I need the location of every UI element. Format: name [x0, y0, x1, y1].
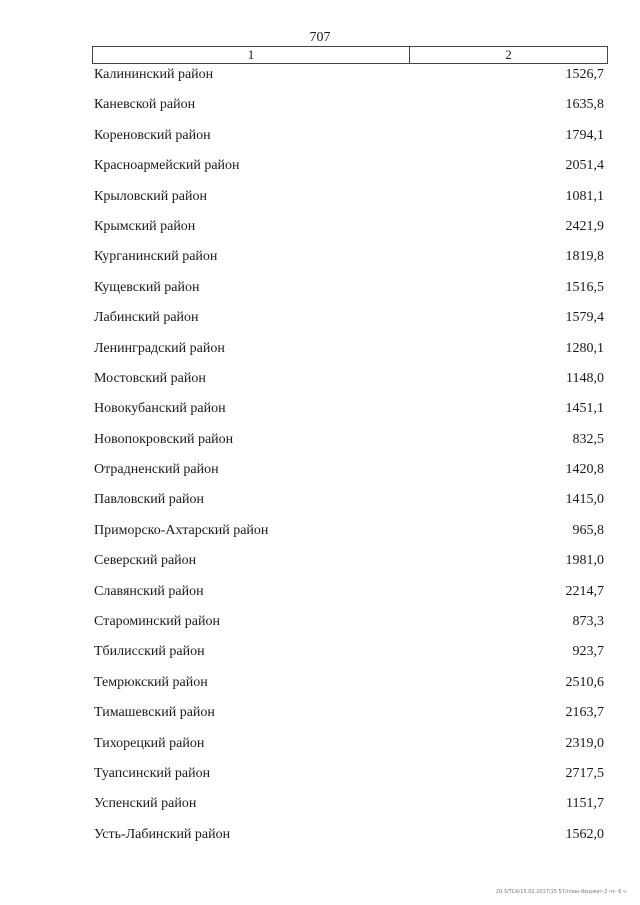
district-value: 1579,4	[565, 310, 604, 326]
district-value: 1081,1	[565, 188, 604, 204]
district-value: 1415,0	[565, 492, 604, 508]
table-row	[94, 157, 604, 187]
district-value: 1516,5	[565, 279, 604, 295]
table-row	[94, 552, 604, 582]
column-1-header: 1	[93, 47, 410, 63]
table-row	[94, 461, 604, 491]
table-row	[94, 431, 604, 461]
district-name: Тбилисский район	[94, 644, 205, 660]
table-row	[94, 248, 604, 278]
page-number: 707	[309, 30, 331, 45]
table-row	[94, 643, 604, 673]
district-value: 1562,0	[565, 826, 604, 842]
table-row	[94, 613, 604, 643]
table-row	[94, 96, 604, 126]
district-value: 1451,1	[565, 401, 604, 417]
district-name: Красноармейский район	[94, 158, 240, 174]
table-row	[94, 370, 604, 400]
table-row	[94, 400, 604, 430]
district-value: 1280,1	[565, 340, 604, 356]
district-name: Северский район	[94, 553, 197, 569]
table-row	[94, 188, 604, 218]
table-row	[94, 127, 604, 157]
district-value: 2051,4	[565, 158, 604, 174]
table-row	[94, 795, 604, 825]
table-row	[94, 765, 604, 795]
district-value: 1635,8	[565, 97, 604, 113]
district-name: Темрюкский район	[94, 674, 208, 690]
district-value: 2163,7	[565, 705, 604, 721]
district-name: Тимашевский район	[94, 705, 215, 721]
table-row	[94, 583, 604, 613]
table-row	[94, 826, 604, 856]
district-name: Туапсинский район	[94, 765, 211, 781]
district-value: 1148,0	[566, 370, 604, 386]
table-row	[94, 218, 604, 248]
table-row	[94, 340, 604, 370]
table-row	[94, 279, 604, 309]
table-row	[94, 309, 604, 339]
district-name: Тихорецкий район	[94, 735, 205, 751]
district-value: 923,7	[572, 644, 604, 660]
district-name: Приморско-Ахтарский район	[94, 522, 269, 538]
district-value: 2510,6	[565, 674, 604, 690]
table-row	[94, 522, 604, 552]
table-column-header	[92, 46, 608, 64]
district-name: Крыловский район	[94, 188, 207, 204]
footer-stamp: 20.3/ТСА/15.02.2017/15 57/план-бюджет-2 чт- 6 ч	[495, 889, 626, 895]
district-value: 1819,8	[565, 249, 604, 265]
district-name: Отрадненский район	[94, 462, 219, 478]
district-name: Успенский район	[94, 796, 197, 812]
district-name: Павловский район	[94, 492, 204, 508]
district-name: Мостовский район	[94, 370, 206, 386]
district-value: 1526,7	[565, 67, 604, 82]
district-value: 1151,7	[566, 796, 604, 812]
district-name: Староминский район	[94, 614, 220, 630]
district-name: Лабинский район	[94, 310, 199, 326]
table-row	[94, 735, 604, 765]
district-name: Калининский район	[94, 67, 214, 82]
district-value: 2319,0	[565, 735, 604, 751]
district-table	[94, 66, 604, 856]
district-name: Курганинский район	[94, 249, 218, 265]
table-row	[94, 66, 604, 96]
district-value: 2717,5	[565, 765, 604, 781]
district-value: 873,3	[572, 614, 604, 630]
district-name: Новокубанский район	[94, 401, 226, 417]
column-2-header: 2	[505, 47, 512, 62]
district-value: 965,8	[572, 522, 604, 538]
table-row	[94, 674, 604, 704]
district-value: 1794,1	[565, 127, 604, 143]
district-value: 1420,8	[565, 462, 604, 478]
district-value: 832,5	[572, 431, 604, 447]
table-row	[94, 491, 604, 521]
district-name: Славянский район	[94, 583, 204, 599]
district-name: Усть-Лабинский район	[94, 826, 231, 842]
district-value: 2421,9	[565, 218, 604, 234]
district-name: Кущевский район	[94, 279, 200, 295]
district-value: 1981,0	[565, 553, 604, 569]
district-name: Ленинградский район	[94, 340, 225, 356]
table-row	[94, 704, 604, 734]
district-name: Каневской район	[94, 97, 196, 113]
district-value: 2214,7	[565, 583, 604, 599]
district-name: Кореновский район	[94, 127, 211, 143]
district-name: Новопокровский район	[94, 431, 234, 447]
district-name: Крымский район	[94, 218, 196, 234]
